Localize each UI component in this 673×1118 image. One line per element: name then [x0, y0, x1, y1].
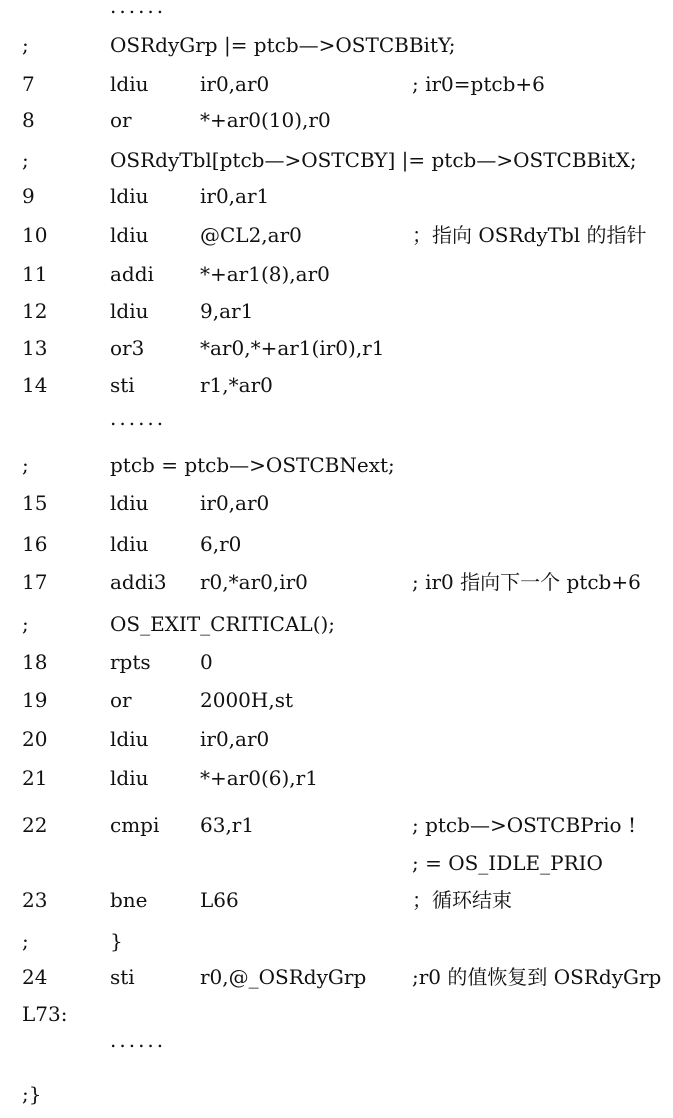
instruction-mnemonic: addi: [110, 262, 154, 286]
instruction-mnemonic: ldiu: [110, 532, 149, 556]
line-number: 24: [22, 965, 48, 989]
instruction-mnemonic: sti: [110, 965, 135, 989]
instruction-mnemonic: ldiu: [110, 223, 149, 247]
line-number: 22: [22, 813, 48, 837]
instruction-operands: *+ar0(10),r0: [200, 108, 331, 132]
inline-comment: ; = OS_IDLE_PRIO: [412, 851, 603, 875]
inline-comment: ; ir0 指向下一个 ptcb+6: [412, 570, 641, 594]
instruction-operands: @CL2,ar0: [200, 223, 302, 247]
comment-prefix: ;: [22, 453, 29, 477]
line-number: 21: [22, 766, 48, 790]
instruction-operands: *ar0,*+ar1(ir0),r1: [200, 336, 385, 360]
instruction-operands: L66: [200, 888, 239, 912]
line-number: 19: [22, 688, 48, 712]
comment-prefix: ;: [22, 148, 29, 172]
instruction-mnemonic: ldiu: [110, 184, 149, 208]
instruction-mnemonic: ldiu: [110, 727, 149, 751]
line-number: 7: [22, 72, 35, 96]
instruction-operands: r0,@_OSRdyGrp: [200, 965, 367, 989]
line-number: 15: [22, 491, 48, 515]
c-statement-comment: ptcb = ptcb—>OSTCBNext;: [110, 453, 395, 477]
instruction-operands: *+ar1(8),ar0: [200, 262, 330, 286]
c-statement-comment: OS_EXIT_CRITICAL();: [110, 612, 336, 636]
c-statement-comment: OSRdyTbl[ptcb—>OSTCBY] |= ptcb—>OSTCBBitX;: [110, 148, 637, 172]
instruction-mnemonic: ldiu: [110, 299, 149, 323]
instruction-operands: r1,*ar0: [200, 373, 273, 397]
instruction-operands: ir0,ar1: [200, 184, 270, 208]
instruction-operands: 63,r1: [200, 813, 255, 837]
code-label: L73:: [22, 1002, 68, 1026]
instruction-operands: ir0,ar0: [200, 491, 270, 515]
instruction-mnemonic: bne: [110, 888, 148, 912]
inline-comment: ;r0 的值恢复到 OSRdyGrp: [412, 965, 662, 989]
instruction-operands: ir0,ar0: [200, 727, 270, 751]
instruction-mnemonic: or: [110, 688, 132, 712]
instruction-operands: r0,*ar0,ir0: [200, 570, 308, 594]
line-number: 23: [22, 888, 48, 912]
instruction-operands: ir0,ar0: [200, 72, 270, 96]
line-number: 20: [22, 727, 48, 751]
comment-prefix: ;: [22, 33, 29, 57]
instruction-operands: *+ar0(6),r1: [200, 766, 318, 790]
inline-comment: ；指向 OSRdyTbl 的指针: [412, 223, 647, 247]
instruction-operands: 2000H,st: [200, 688, 293, 712]
line-number: 13: [22, 336, 48, 360]
ellipsis-line: ......: [110, 1028, 167, 1052]
c-statement-comment: }: [110, 929, 123, 953]
inline-comment: ; ir0=ptcb+6: [412, 72, 545, 96]
line-number: 14: [22, 373, 48, 397]
instruction-operands: 9,ar1: [200, 299, 254, 323]
c-statement-comment: OSRdyGrp |= ptcb—>OSTCBBitY;: [110, 33, 456, 57]
instruction-mnemonic: ldiu: [110, 491, 149, 515]
line-number: 8: [22, 108, 35, 132]
instruction-mnemonic: cmpi: [110, 813, 160, 837]
instruction-mnemonic: ldiu: [110, 766, 149, 790]
line-number: 10: [22, 223, 48, 247]
line-number: 16: [22, 532, 48, 556]
comment-prefix: ;: [22, 929, 29, 953]
closing-brace-comment: ;}: [22, 1082, 42, 1106]
line-number: 18: [22, 650, 48, 674]
ellipsis-line: ......: [110, 0, 167, 18]
instruction-mnemonic: ldiu: [110, 72, 149, 96]
ellipsis-line: ......: [110, 406, 167, 430]
line-number: 9: [22, 184, 35, 208]
line-number: 12: [22, 299, 48, 323]
inline-comment: ；循环结束: [412, 888, 512, 912]
inline-comment: ; ptcb—>OSTCBPrio !: [412, 813, 636, 837]
line-number: 11: [22, 262, 48, 286]
line-number: 17: [22, 570, 48, 594]
instruction-mnemonic: or: [110, 108, 132, 132]
instruction-mnemonic: rpts: [110, 650, 151, 674]
instruction-mnemonic: addi3: [110, 570, 167, 594]
instruction-mnemonic: sti: [110, 373, 135, 397]
instruction-mnemonic: or3: [110, 336, 145, 360]
instruction-operands: 6,r0: [200, 532, 242, 556]
comment-prefix: ;: [22, 612, 29, 636]
instruction-operands: 0: [200, 650, 213, 674]
